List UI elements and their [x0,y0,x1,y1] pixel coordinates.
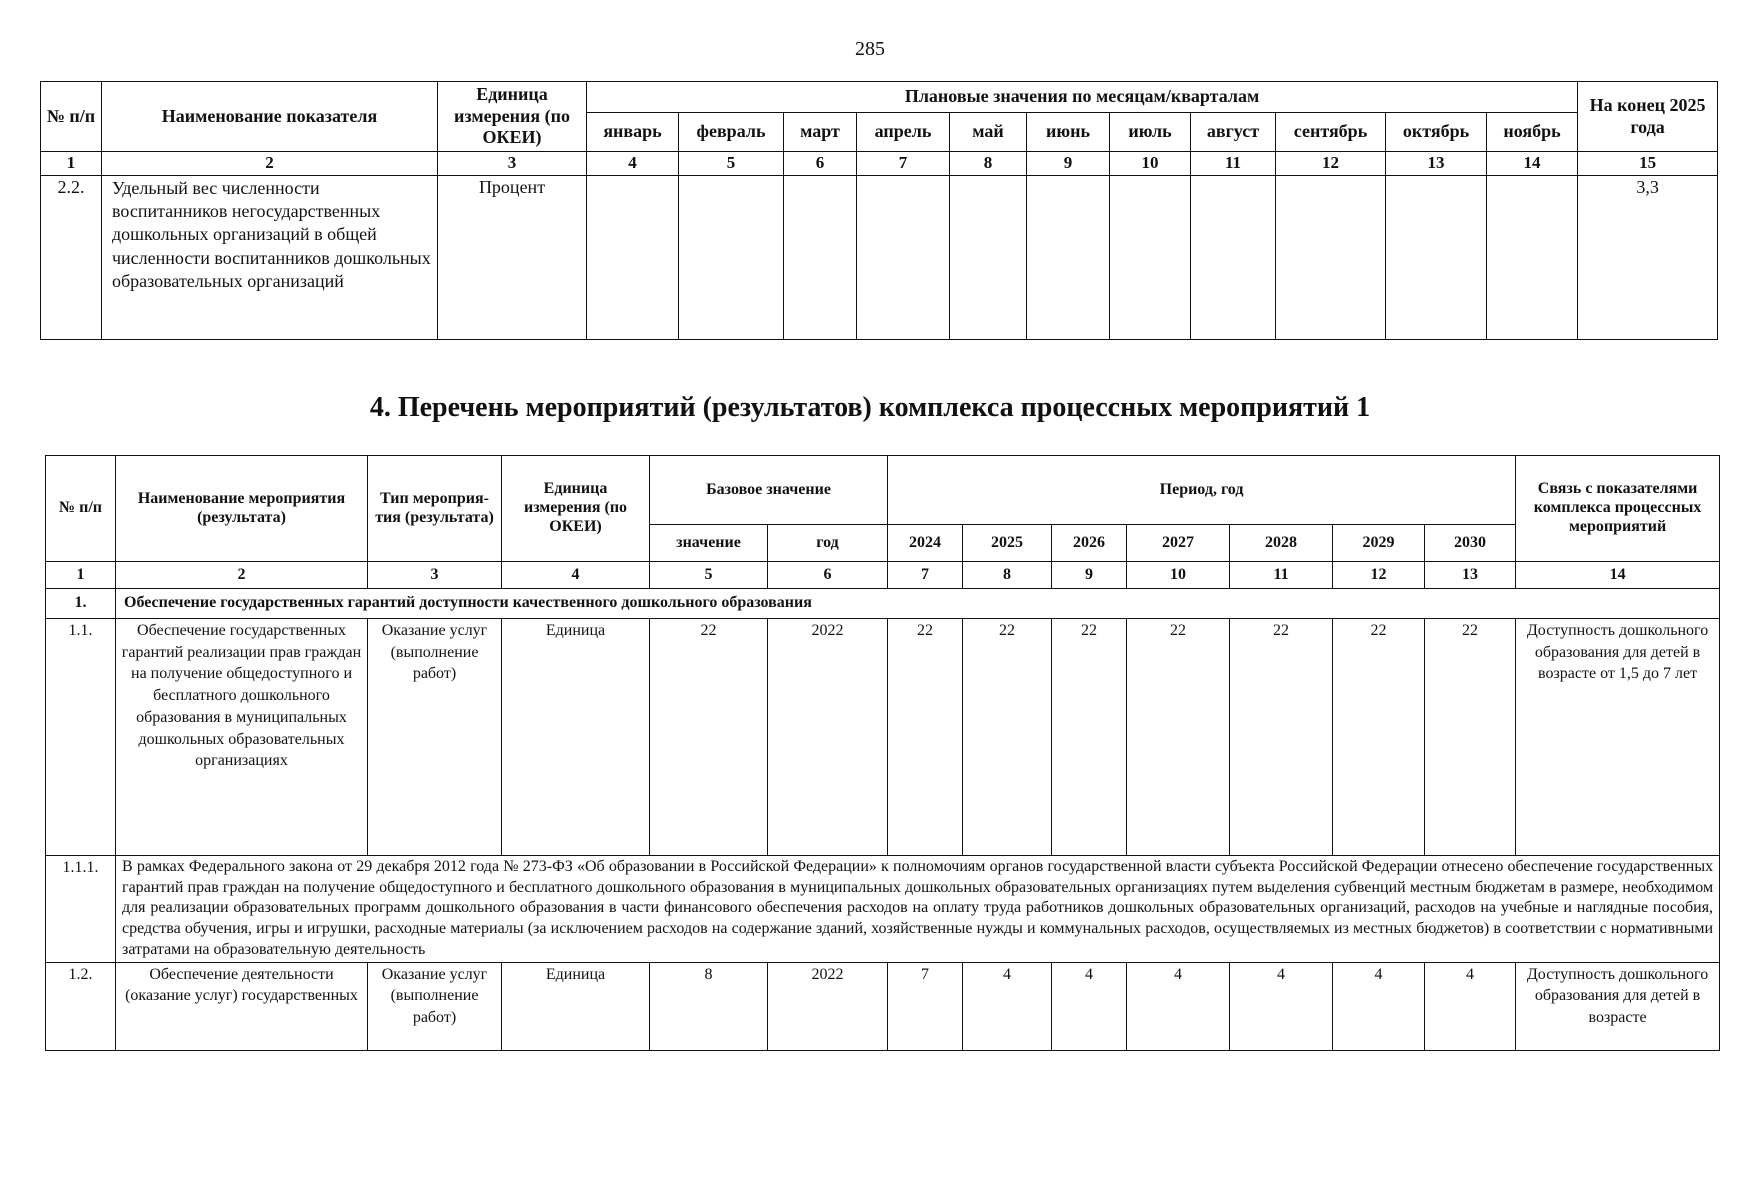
table-row [46,962,1720,1050]
header-unit: Единица измерения (по ОКЕИ) [438,82,587,152]
month-cell [1487,175,1578,339]
header-num: № п/п [41,82,102,152]
event-unit: Единица [502,962,650,1050]
header-month: июнь [1027,113,1110,152]
column-number: 8 [963,562,1052,589]
event-type: Оказание услуг (выполнение работ) [368,962,502,1050]
month-cell [1276,175,1386,339]
header-month: сентябрь [1276,113,1386,152]
column-number: 14 [1487,152,1578,176]
month-cell [784,175,857,339]
section-title: 4. Перечень мероприятий (результатов) комплекса процессных мероприятий 1 [369,392,1371,423]
note-text: В рамках Федерального закона от 29 декабря 2012 года № 273-ФЗ «Об образовании в Российской Федерации» к полномочиям органов государственной власти субъекта Российской Федерации отнесено обеспечение государственных гарантий прав граждан на получение общедоступного и бесплатного дошкольного образования в муниципальных дошкольных образовательных организациях путем выделения субвенций местным бюджетам в размере, необходимом для реализации образовательных программ дошкольного образования в части финансового обеспечения расходов на оплату труда работников дошкольных образовательных организаций, расходов на учебные и наглядные пособия, средства обучения, игры и игрушки, расходные материалы (за исключением расходов на содержание зданий, хозяйственные нужды и коммунальных расходов, осуществляемых из местных бюджетов) в соответствии с нормативными затратами на образовательную деятельность [116,855,1720,962]
header-end: На конец 2025 года [1578,82,1718,152]
column-numbers-row [41,152,1718,176]
column-number: 1 [46,562,116,589]
header-month: апрель [857,113,950,152]
events-table [45,455,1720,1051]
header-year: 2026 [1052,525,1127,562]
month-cell [1191,175,1276,339]
column-number: 12 [1333,562,1425,589]
year-value: 22 [888,618,963,855]
column-number: 2 [116,562,368,589]
row-num: 1.2. [46,962,116,1050]
event-link: Доступность дошкольного образования для детей в возрасте от 1,5 до 7 лет [1516,618,1720,855]
column-number: 7 [857,152,950,176]
event-type: Оказание услуг (выполнение работ) [368,618,502,855]
year-value: 4 [1052,962,1127,1050]
year-value: 22 [963,618,1052,855]
header-period: Период, год [888,456,1516,525]
column-number: 14 [1516,562,1720,589]
header-month: май [950,113,1027,152]
year-value: 7 [888,962,963,1050]
header-month: август [1191,113,1276,152]
header-num: № п/п [46,456,116,562]
base-year: 2022 [768,962,888,1050]
header-year: 2027 [1127,525,1230,562]
header-year: 2029 [1333,525,1425,562]
year-value: 22 [1425,618,1516,855]
header-name: Наименование показателя [102,82,438,152]
year-value: 4 [1230,962,1333,1050]
header-month: март [784,113,857,152]
header-year: 2030 [1425,525,1516,562]
column-number: 11 [1191,152,1276,176]
column-number: 6 [768,562,888,589]
column-number: 13 [1386,152,1487,176]
header-base-year: год [768,525,888,562]
column-numbers-row [46,562,1720,589]
column-number: 9 [1027,152,1110,176]
month-cell [950,175,1027,339]
event-name: Обеспечение деятельности (оказание услуг) государственных [116,962,368,1050]
month-cell [857,175,950,339]
column-number: 8 [950,152,1027,176]
year-value: 22 [1052,618,1127,855]
column-number: 13 [1425,562,1516,589]
column-number: 1 [41,152,102,176]
column-number: 7 [888,562,963,589]
table-row [41,175,1718,339]
column-number: 3 [438,152,587,176]
header-month: ноябрь [1487,113,1578,152]
column-number: 10 [1110,152,1191,176]
month-cell [587,175,679,339]
column-number: 9 [1052,562,1127,589]
year-value: 22 [1230,618,1333,855]
column-number: 6 [784,152,857,176]
month-cell [1386,175,1487,339]
year-value: 4 [1127,962,1230,1050]
column-number: 4 [587,152,679,176]
column-number: 10 [1127,562,1230,589]
column-number: 3 [368,562,502,589]
table-row [46,618,1720,855]
base-value: 22 [650,618,768,855]
header-type: Тип мероприя-тия (результата) [368,456,502,562]
group-row [46,588,1720,618]
group-title: Обеспечение государственных гарантий доступности качественного дошкольного образования [116,588,1720,618]
year-value: 4 [1333,962,1425,1050]
indicator-name: Удельный вес численности воспитанников негосударственных дошкольных организаций в общей численности воспитанников дошкольных образовательных организаций [102,175,438,339]
row-num: 1.1. [46,618,116,855]
event-unit: Единица [502,618,650,855]
column-number: 15 [1578,152,1718,176]
column-number: 4 [502,562,650,589]
column-number: 5 [679,152,784,176]
column-number: 11 [1230,562,1333,589]
end-value: 3,3 [1578,175,1718,339]
header-unit: Единица измерения (по ОКЕИ) [502,456,650,562]
note-row [46,855,1720,962]
page-number: 285 [855,38,885,60]
column-number: 5 [650,562,768,589]
base-value: 8 [650,962,768,1050]
header-year: 2025 [963,525,1052,562]
year-value: 22 [1333,618,1425,855]
month-cell [1110,175,1191,339]
event-name: Обеспечение государственных гарантий реализации прав граждан на получение общедоступного и бесплатного дошкольного образования в муниципальных дошкольных образовательных организациях [116,618,368,855]
base-year: 2022 [768,618,888,855]
year-value: 4 [963,962,1052,1050]
header-year: 2028 [1230,525,1333,562]
header-name: Наименование мероприятия (результата) [116,456,368,562]
year-value: 22 [1127,618,1230,855]
header-month: октябрь [1386,113,1487,152]
indicators-table [40,81,1718,340]
header-year: 2024 [888,525,963,562]
row-num: 2.2. [41,175,102,339]
header-base: Базовое значение [650,456,888,525]
year-value: 4 [1425,962,1516,1050]
note-num: 1.1.1. [46,855,116,962]
header-base-value: значение [650,525,768,562]
header-month: январь [587,113,679,152]
group-num: 1. [46,588,116,618]
indicator-unit: Процент [438,175,587,339]
column-number: 2 [102,152,438,176]
header-month: февраль [679,113,784,152]
header-month: июль [1110,113,1191,152]
month-cell [679,175,784,339]
month-cell [1027,175,1110,339]
header-plan: Плановые значения по месяцам/кварталам [587,82,1578,113]
column-number: 12 [1276,152,1386,176]
event-link: Доступность дошкольного образования для детей в возрасте [1516,962,1720,1050]
header-link: Связь с показателями комплекса процессных мероприятий [1516,456,1720,562]
